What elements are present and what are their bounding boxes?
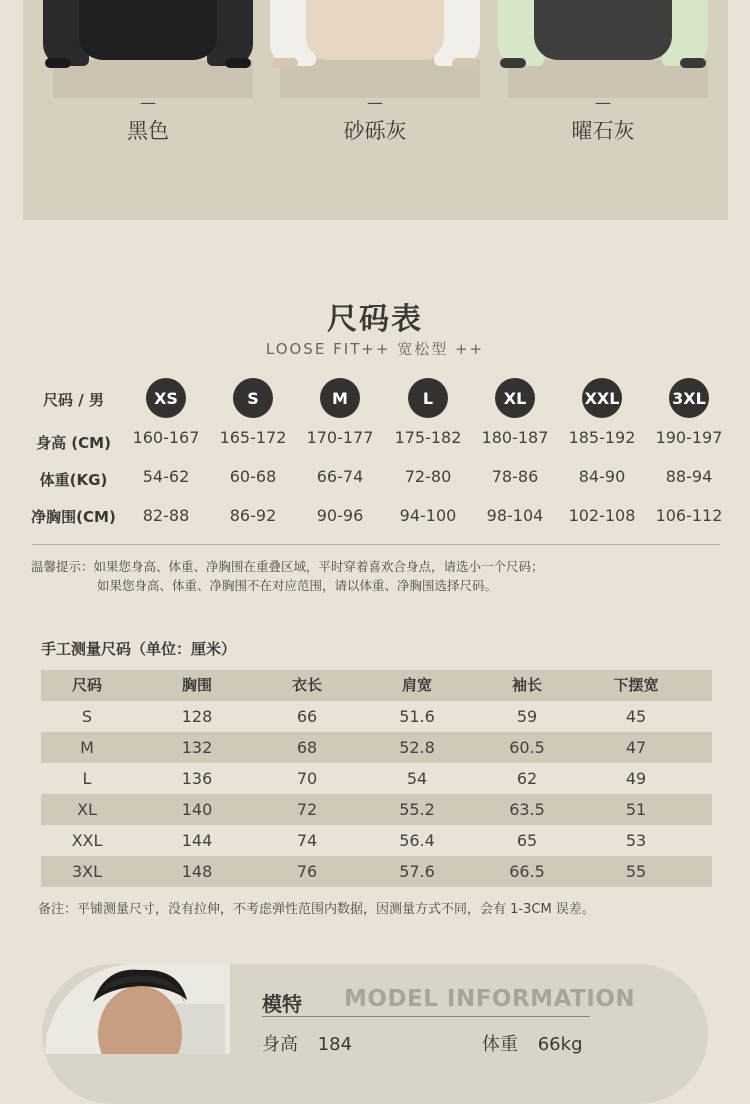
size-badge-xl[interactable]: XL	[495, 378, 535, 418]
size-badge-xs[interactable]: XS	[146, 378, 186, 418]
measure-cell: 76	[296, 862, 318, 881]
size-value-cell: 90-96	[316, 506, 364, 525]
size-badge-m[interactable]: M	[320, 378, 360, 418]
model-title-underline	[262, 1016, 590, 1017]
measure-cell: 57.6	[399, 862, 435, 881]
measure-cell: 45	[625, 707, 647, 726]
jacket-body	[534, 0, 672, 60]
size-chart-title: 尺码表	[327, 302, 423, 337]
jacket-image	[43, 0, 253, 100]
size-value-cell: 185-192	[568, 428, 636, 447]
size-value-cell: 84-90	[578, 467, 626, 486]
jacket-cuff	[45, 58, 71, 68]
model-title-cn: 模特	[262, 992, 302, 1016]
measure-cell: 56.4	[399, 831, 435, 850]
measure-cell: 胸围	[181, 676, 212, 694]
size-badge-s[interactable]: S	[233, 378, 273, 418]
measure-cell: 148	[181, 862, 213, 881]
model-title-en: MODEL INFORMATION	[344, 986, 636, 1012]
measure-cell: 136	[181, 769, 213, 788]
measure-cell: L	[82, 769, 92, 788]
model-height-label: 身高	[262, 1034, 298, 1055]
color-name: 曜石灰	[571, 119, 635, 143]
color-name: 黑色	[127, 119, 169, 143]
color-option[interactable]	[528, 94, 678, 146]
jacket-image	[270, 0, 480, 100]
size-value-cell: 190-197	[655, 428, 723, 447]
height-row-label: 身高 (CM)	[36, 434, 111, 452]
measure-cell: M	[80, 738, 94, 757]
weight-row-label: 体重(KG)	[39, 471, 108, 489]
measure-row	[41, 732, 712, 763]
measure-cell: 74	[296, 831, 318, 850]
size-value-cell: 88-94	[665, 467, 713, 486]
jacket-cuff	[680, 58, 706, 68]
measure-cell: 55	[625, 862, 647, 881]
measure-cell: XL	[77, 800, 97, 819]
measure-cell: 下摆宽	[613, 676, 659, 694]
measure-row	[41, 794, 712, 825]
size-tip-line1: 温馨提示：如果您身高、体重、净胸围在重叠区域，平时穿着喜欢合身点，请选小一个尺码；	[31, 559, 544, 574]
size-tip-line2: 如果您身高、体重、净胸围不在对应范围，请以体重、净胸围选择尺码。	[97, 578, 498, 593]
measure-cell: 53	[625, 831, 647, 850]
jacket-body	[79, 0, 217, 60]
measure-cell: S	[81, 707, 93, 726]
measure-row	[41, 701, 712, 732]
jacket-cuff	[452, 58, 478, 68]
measure-cell: 70	[296, 769, 318, 788]
jacket-cuff	[225, 58, 251, 68]
size-header-label: 尺码 / 男	[43, 391, 104, 409]
measure-cell: 66	[296, 707, 318, 726]
size-value-cell: 98-104	[486, 506, 544, 525]
measure-cell: 袖长	[511, 676, 542, 694]
measure-cell: 59	[516, 707, 538, 726]
size-value-cell: 78-86	[491, 467, 539, 486]
measure-header-row	[41, 670, 712, 701]
size-value-cell: 82-88	[142, 506, 190, 525]
size-value-cell: 102-108	[568, 506, 636, 525]
size-badge-xxl[interactable]: XXL	[582, 378, 622, 418]
measure-cell: 3XL	[71, 862, 103, 881]
measure-cell: 55.2	[399, 800, 435, 819]
measure-cell: 144	[181, 831, 213, 850]
jacket-cuff	[500, 58, 526, 68]
jacket-image	[498, 0, 708, 100]
measure-cell: 62	[516, 769, 538, 788]
color-dash: —	[367, 93, 383, 112]
measure-cell: 66.5	[509, 862, 545, 881]
size-value-cell: 165-172	[219, 428, 287, 447]
color-dash: —	[595, 93, 611, 112]
size-value-cell: 54-62	[142, 467, 190, 486]
size-value-cell: 94-100	[399, 506, 457, 525]
measure-cell: 68	[296, 738, 318, 757]
jacket-body	[306, 0, 444, 60]
measure-note: 备注：平铺测量尺寸，没有拉伸，不考虑弹性范围内数据，因测量方式不同，会有 1-3CM 误差。	[38, 902, 595, 917]
model-weight	[482, 1030, 583, 1056]
measure-cell: 51.6	[399, 707, 435, 726]
measure-cell: 51	[625, 800, 647, 819]
color-name: 砂砾灰	[343, 119, 407, 143]
measure-table-title: 手工测量尺码（单位：厘米）	[41, 640, 237, 658]
size-chart-divider	[32, 544, 720, 545]
size-value-cell: 160-167	[132, 428, 200, 447]
measure-cell: 140	[181, 800, 213, 819]
color-option[interactable]	[300, 94, 450, 146]
measure-cell: 47	[625, 738, 647, 757]
measure-cell: XXL	[71, 831, 103, 850]
size-value-cell: 106-112	[655, 506, 723, 525]
measure-cell: 65	[516, 831, 538, 850]
size-value-cell: 175-182	[394, 428, 462, 447]
model-height-value: 184	[317, 1034, 353, 1055]
size-value-cell: 72-80	[404, 467, 452, 486]
measure-cell: 54	[406, 769, 428, 788]
model-weight-label: 体重	[482, 1034, 518, 1055]
size-badge-l[interactable]: L	[408, 378, 448, 418]
measure-cell: 128	[181, 707, 213, 726]
color-option[interactable]	[73, 94, 223, 146]
measure-row	[41, 763, 712, 794]
measure-cell: 72	[296, 800, 318, 819]
color-dash: —	[140, 93, 156, 112]
measure-cell: 尺码	[71, 676, 102, 694]
size-value-cell: 66-74	[316, 467, 364, 486]
measure-cell: 132	[181, 738, 213, 757]
measure-row	[41, 856, 712, 887]
size-value-cell: 180-187	[481, 428, 549, 447]
measure-cell: 49	[625, 769, 647, 788]
size-badge-3xl[interactable]: 3XL	[669, 378, 709, 418]
size-value-cell: 86-92	[229, 506, 277, 525]
measure-cell: 肩宽	[401, 676, 432, 694]
size-chart-subtitle: LOOSE FIT++ 宽松型 ++	[265, 340, 485, 358]
measure-cell: 63.5	[509, 800, 545, 819]
measure-cell: 衣长	[291, 676, 322, 694]
jacket-cuff	[272, 58, 298, 68]
size-value-cell: 170-177	[306, 428, 374, 447]
measure-row	[41, 825, 712, 856]
model-weight-value: 66kg	[537, 1034, 583, 1055]
measure-cell: 52.8	[399, 738, 435, 757]
measure-cell: 60.5	[509, 738, 545, 757]
size-value-cell: 60-68	[229, 467, 277, 486]
chest-row-label: 净胸围(CM)	[31, 508, 116, 526]
model-height	[262, 1030, 352, 1056]
